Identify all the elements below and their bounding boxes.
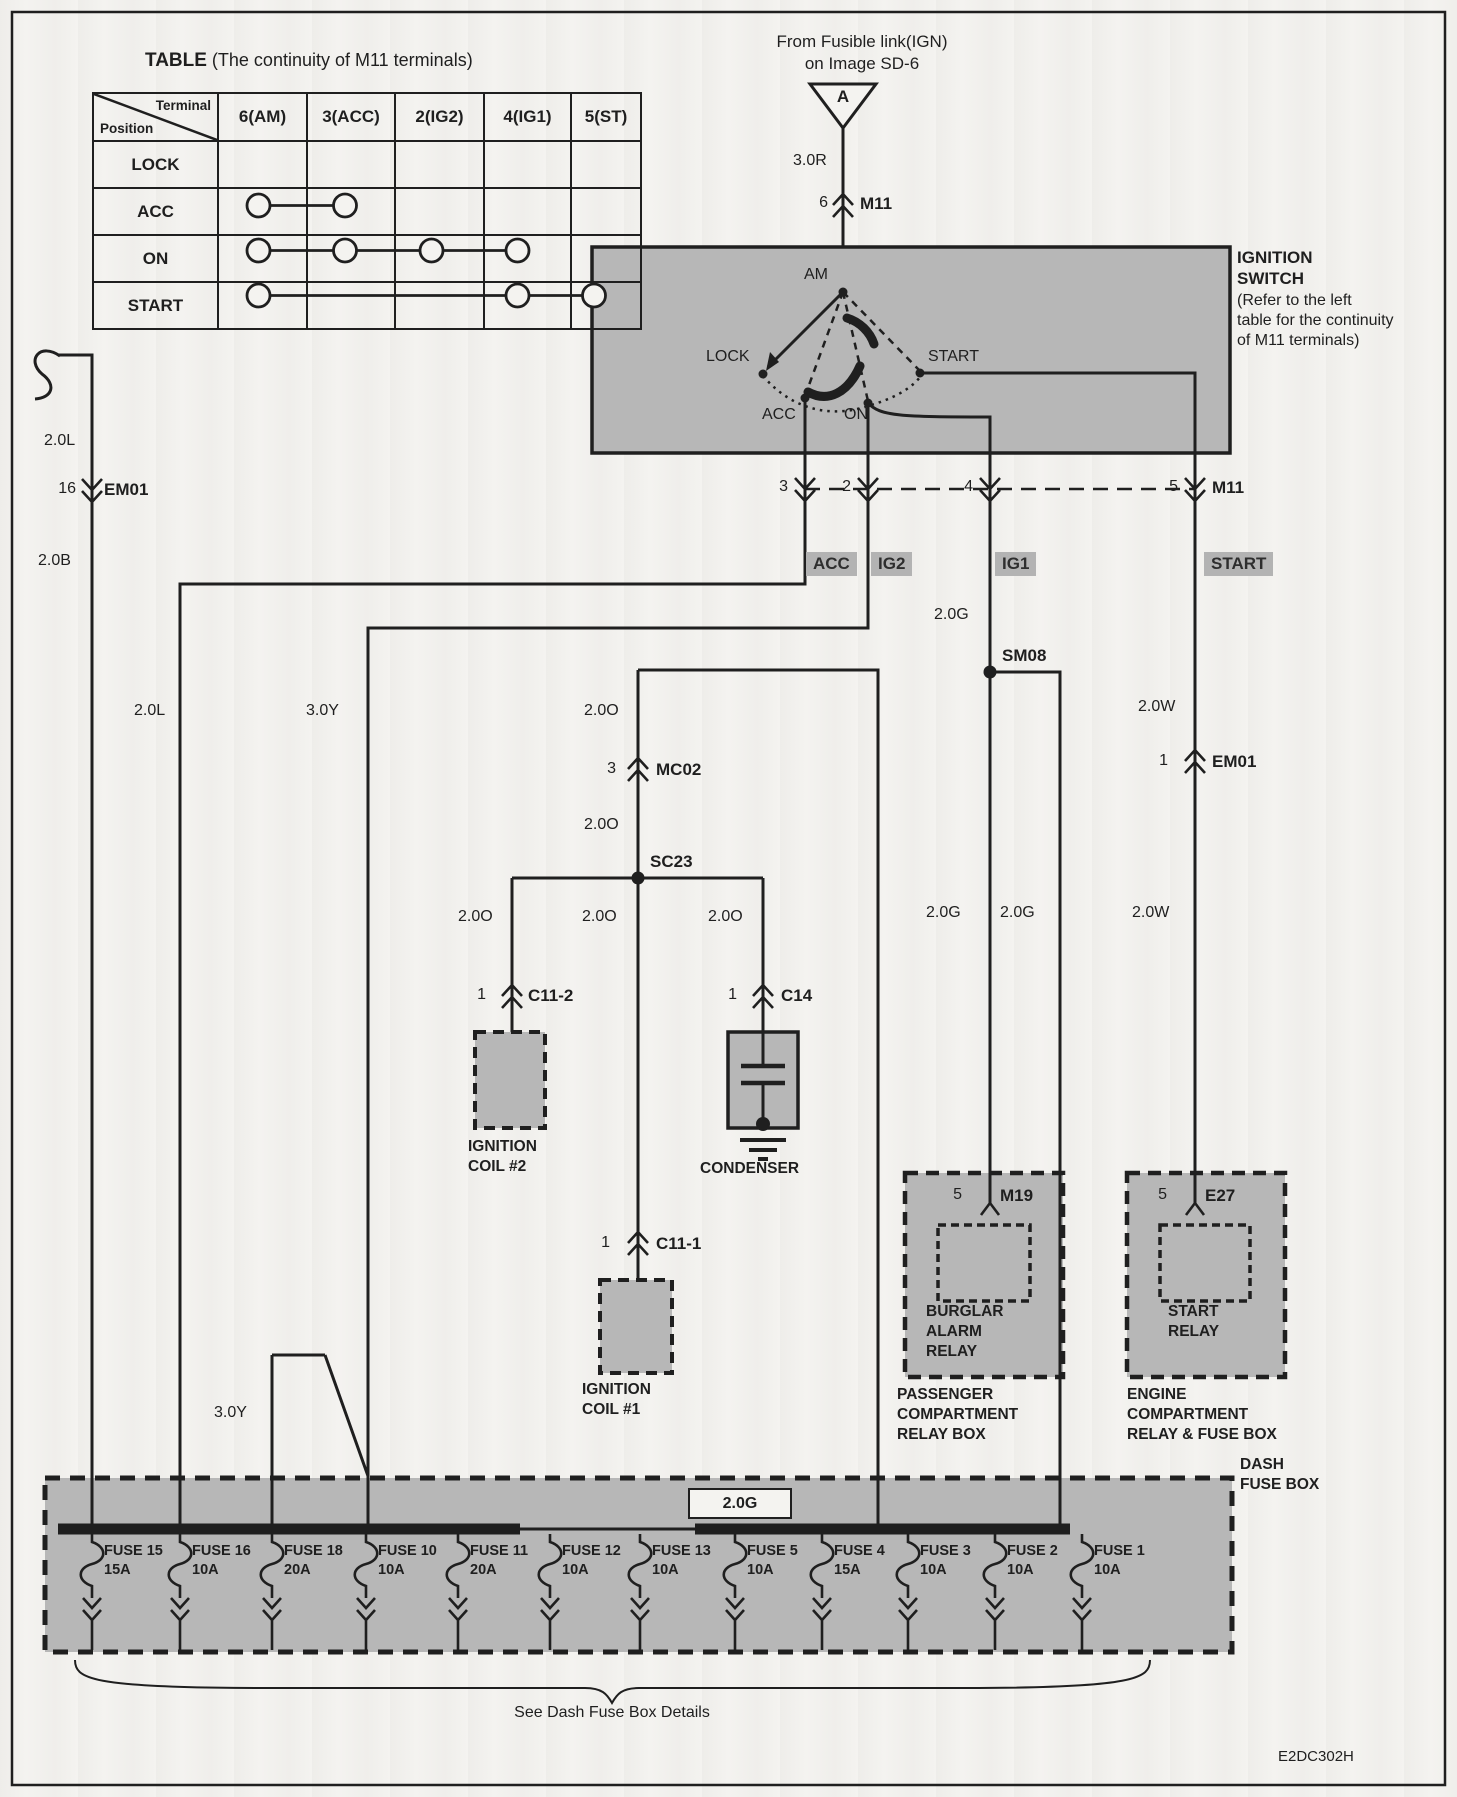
connector-m19: M19 xyxy=(1000,1186,1034,1205)
wire-label-2.0O-top: 2.0O xyxy=(584,702,619,719)
label-burglar-line1: BURGLAR xyxy=(926,1303,1004,1320)
connector-c14: C14 xyxy=(781,986,813,1005)
pin-number-2: 2 xyxy=(842,478,851,495)
wire-label-2.0O-mid: 2.0O xyxy=(584,816,619,833)
wire-label-3.0R: 3.0R xyxy=(793,152,827,169)
wire-continuation-squiggle xyxy=(35,351,60,399)
wire-label-2.0G-up: 2.0G xyxy=(934,606,969,623)
ignition-coil1-box xyxy=(600,1280,672,1373)
switch-pos-lock: LOCK xyxy=(706,348,750,365)
connector-em01-left: EM01 xyxy=(104,480,149,499)
pin-number-c11-2: 1 xyxy=(477,986,486,1003)
corner-terminal-label: Terminal xyxy=(155,98,211,113)
pin-number-6: 6 xyxy=(819,194,828,211)
label-passenger-line1: PASSENGER xyxy=(897,1386,994,1403)
row-label-on: ON xyxy=(93,235,218,282)
col-header-4ig1: 4(IG1) xyxy=(484,93,571,141)
fusebox-wire-label-2.0G: 2.0G xyxy=(688,1488,792,1519)
condenser-ground-dot xyxy=(756,1117,770,1131)
switch-pos-am: AM xyxy=(804,266,828,283)
label-engine-line3: RELAY & FUSE BOX xyxy=(1127,1426,1277,1443)
pin-number-em01-right: 1 xyxy=(1159,752,1168,769)
label-coil2-line2: COIL #2 xyxy=(468,1158,527,1175)
label-engine-line1: ENGINE xyxy=(1127,1386,1187,1403)
label-coil1-line1: IGNITION xyxy=(582,1381,651,1398)
fuse-label-2: FUSE 2 10A xyxy=(1007,1543,1058,1578)
label-burglar-line2: ALARM xyxy=(926,1323,982,1340)
start-relay-box xyxy=(1160,1225,1250,1301)
label-passenger-line2: COMPARTMENT xyxy=(897,1406,1019,1423)
connector-m11-top: M11 xyxy=(860,194,893,213)
fusebox-note: See Dash Fuse Box Details xyxy=(514,1704,710,1721)
wire-label-2.0L-left: 2.0L xyxy=(44,432,76,449)
pin-number-4: 4 xyxy=(964,478,973,495)
ignition-coil2-box xyxy=(475,1032,545,1128)
pin-number-mc02: 3 xyxy=(607,760,616,777)
ground-symbol xyxy=(740,1140,786,1159)
source-text-line2: on Image SD-6 xyxy=(804,54,920,73)
wire-label-3.0Y: 3.0Y xyxy=(306,702,339,719)
connector-e27: E27 xyxy=(1205,1186,1236,1205)
burglar-alarm-relay-box xyxy=(938,1225,1030,1301)
fuse-box-brace xyxy=(75,1660,1150,1703)
fuse-label-1: FUSE 1 10A xyxy=(1094,1543,1145,1578)
wire-label-2.0G-low: 2.0G xyxy=(926,904,961,921)
sm08-junction xyxy=(984,666,997,679)
connector-c11-2: C11-2 xyxy=(528,986,574,1005)
lock-terminal-dot xyxy=(759,370,768,379)
component-boxes xyxy=(45,247,1285,1652)
switch-pos-on: ON xyxy=(844,406,868,423)
label-passenger-line3: RELAY BOX xyxy=(897,1426,986,1443)
fuse-label-4: FUSE 4 15A xyxy=(834,1543,885,1578)
fuse-label-5: FUSE 5 10A xyxy=(747,1543,798,1578)
acc-terminal-dot xyxy=(801,394,810,403)
fusebox-title-line1: DASH xyxy=(1240,1456,1284,1473)
label-burglar-line3: RELAY xyxy=(926,1343,978,1360)
source-text-line1: From Fusible link(IGN) xyxy=(776,32,948,51)
pin-number-3: 3 xyxy=(779,478,788,495)
ignition-switch-note3: of M11 terminals) xyxy=(1237,332,1360,349)
signal-badge-start: START xyxy=(1204,552,1273,576)
label-condenser: CONDENSER xyxy=(700,1160,800,1177)
pin-number-m19: 5 xyxy=(953,1186,962,1203)
connector-sm08: SM08 xyxy=(1002,646,1047,665)
fusebox-title-line2: FUSE BOX xyxy=(1240,1476,1320,1493)
label-coil2-line1: IGNITION xyxy=(468,1138,537,1155)
ignition-switch-box xyxy=(592,247,1230,453)
wire-label-2.0G-branch: 2.0G xyxy=(1000,904,1035,921)
triangle-letter: A xyxy=(836,87,850,106)
wire-label-2.0W-low: 2.0W xyxy=(1132,904,1170,921)
col-header-6am: 6(AM) xyxy=(218,93,307,141)
fuse-label-18: FUSE 18 20A xyxy=(284,1543,343,1578)
ignition-switch-note1: (Refer to the left xyxy=(1237,292,1352,309)
pin-number-c14: 1 xyxy=(728,986,737,1003)
pin-number-16: 16 xyxy=(58,480,76,497)
fuse-label-3: FUSE 3 10A xyxy=(920,1543,971,1578)
ignition-switch-note2: table for the continuity xyxy=(1237,312,1394,329)
col-header-5st: 5(ST) xyxy=(571,93,641,141)
ignition-switch-title1: IGNITION xyxy=(1237,248,1313,267)
wire-label-3.0Y-low: 3.0Y xyxy=(214,1404,247,1421)
signal-badge-acc: ACC xyxy=(806,552,857,576)
wire-label-2.0O-b3: 2.0O xyxy=(708,908,743,925)
ignition-switch-title2: SWITCH xyxy=(1237,269,1305,288)
label-startrelay-line2: RELAY xyxy=(1168,1323,1220,1340)
fuse-label-13: FUSE 13 10A xyxy=(652,1543,711,1578)
fuse-label-11: FUSE 11 20A xyxy=(470,1543,529,1578)
label-engine-line2: COMPARTMENT xyxy=(1127,1406,1249,1423)
col-header-3acc: 3(ACC) xyxy=(307,93,395,141)
pin-number-e27: 5 xyxy=(1158,1186,1167,1203)
fuse-label-16: FUSE 16 10A xyxy=(192,1543,251,1578)
sc23-junction xyxy=(632,872,645,885)
wire-label-2.0W-up: 2.0W xyxy=(1138,698,1176,715)
pin-number-c11-1: 1 xyxy=(601,1234,610,1251)
table-title-rest: (The continuity of M11 terminals) xyxy=(206,50,473,70)
fuse-label-12: FUSE 12 10A xyxy=(562,1543,621,1578)
signal-badge-ig1: IG1 xyxy=(995,552,1036,576)
label-coil1-line2: COIL #1 xyxy=(582,1401,641,1418)
row-label-lock: LOCK xyxy=(93,141,218,188)
am-terminal-dot xyxy=(839,288,848,297)
diagram-code: E2DC302H xyxy=(1278,1748,1354,1765)
connector-em01-right: EM01 xyxy=(1212,752,1257,771)
row-label-start: START xyxy=(93,282,218,329)
connector-mc02: MC02 xyxy=(656,760,702,779)
connector-m11-pins: M11 xyxy=(1212,478,1245,497)
continuity-table xyxy=(92,92,642,330)
switch-pos-start: START xyxy=(928,348,979,365)
wire-label-2.0L-acc: 2.0L xyxy=(134,702,166,719)
wire-label-2.0O-b2: 2.0O xyxy=(582,908,617,925)
switch-pos-acc: ACC xyxy=(762,406,796,423)
table-title-bold: TABLE xyxy=(145,50,207,71)
wire-label-2.0B: 2.0B xyxy=(38,552,71,569)
table-corner-cell xyxy=(93,93,218,141)
wire-label-2.0O-b1: 2.0O xyxy=(458,908,493,925)
corner-position-label: Position xyxy=(100,121,154,136)
table-title xyxy=(145,50,473,72)
connector-sc23: SC23 xyxy=(650,852,693,871)
col-header-2ig2: 2(IG2) xyxy=(395,93,484,141)
signal-badge-ig2: IG2 xyxy=(871,552,912,576)
label-startrelay-line1: START xyxy=(1168,1303,1219,1320)
fuse-label-15: FUSE 15 15A xyxy=(104,1543,163,1578)
fuse-label-10: FUSE 10 10A xyxy=(378,1543,437,1578)
connector-c11-1: C11-1 xyxy=(656,1234,702,1253)
start-terminal-dot xyxy=(916,369,925,378)
pin-number-5: 5 xyxy=(1169,478,1178,495)
row-label-acc: ACC xyxy=(93,188,218,235)
